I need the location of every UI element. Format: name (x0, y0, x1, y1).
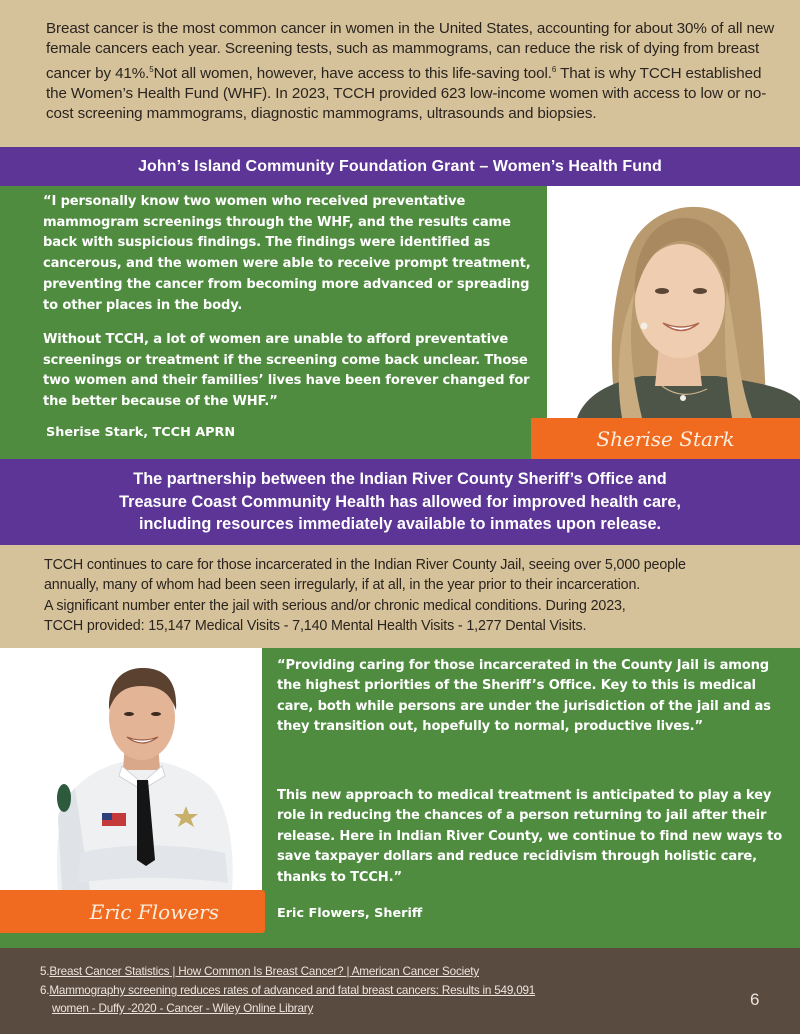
jail-care-paragraph (44, 555, 784, 636)
name-tag-label: Sherise Stark (596, 426, 735, 451)
name-tag-label: Eric Flowers (89, 899, 219, 924)
footnote-link[interactable]: Breast Cancer Statistics | How Common Is Breast Cancer? | American Cancer Society (49, 965, 479, 978)
testimonial-2-signature: Eric Flowers, Sheriff (277, 906, 423, 921)
page-number: 6 (750, 990, 760, 1009)
intro-section (0, 0, 800, 147)
testimonial-1-paragraph-1: “I personally know two women who received preventative mammogram screenings through the WHF, and the results came back with suspicious findings. The findings were identified as cancerous, and the women were able to receive prompt treatment, preventing the cancer from becoming more advanced or spreading to other places in the body. (43, 194, 531, 313)
testimonial-1-paragraph-2: Without TCCH, a lot of women are unable to afford preventative screenings or treatment if the screening come back unclear. Those two women and their families’ lives have been forever changed for the better because of the WHF.” (43, 332, 530, 410)
jail-care-line-2: annually, many of whom had been seen irregularly, if at all, in the year prior to their incarceration. (44, 577, 641, 594)
jail-care-section (0, 545, 800, 648)
partnership-heading-line-2: Treasure Coast Community Health has allowed for improved health care, (119, 492, 681, 511)
intro-text-2: Not all women, however, have access to this life-saving tool. (153, 64, 552, 82)
sherise-stark-photo (547, 186, 800, 418)
portrait-woman-icon (547, 186, 800, 418)
footnote-5 (40, 964, 479, 980)
testimonial-2-paragraph-1: “Providing caring for those incarcerated in the County Jail is among the highest priorities of the Sheriff’s Office. Key to this is medical care, both while persons are under the jurisdiction of the jail and as they transition out, hopefully to normal, productive lives.” (277, 658, 771, 735)
partnership-heading-line-3: including resources immediately available to inmates upon release. (138, 515, 662, 534)
footnote-link[interactable]: Mammography screening reduces rates of advanced and fatal breast cancers: Results in 549,091 (49, 984, 536, 997)
name-tag-eric-flowers (0, 890, 265, 933)
section-heading: John’s Island Community Foundation Grant – Women’s Health Fund (138, 157, 662, 175)
intro-paragraph (46, 19, 776, 124)
partnership-heading-band (0, 459, 800, 545)
eric-flowers-photo (0, 648, 262, 890)
intro-text-3: That is why TCCH established the Women’s Health Fund (WHF). In 2023, TCCH provided 623 low-income women with access to low or no-cost screening mammograms, diagnostic mammograms, ultrasounds and biopsies. (46, 64, 767, 123)
footnote-number: 6. (40, 984, 50, 997)
footnote-6 (40, 983, 535, 999)
jail-care-line-4: TCCH provided: 15,147 Medical Visits - 7,140 Mental Health Visits - 1,277 Dental Visits. (44, 617, 587, 634)
partnership-heading (0, 468, 800, 536)
jail-care-line-3: A significant number enter the jail with serious and/or chronic medical conditions. During 2023, (44, 597, 626, 614)
portrait-sheriff-icon (0, 648, 262, 890)
footnote-number: 5. (40, 965, 50, 978)
intro-text-1: Breast cancer is the most common cancer in women in the United States, accounting for about 30% of all new female cancers each year. Screening tests, such as mammograms, can reduce the risk of dying from breast cancer by 41%. (46, 20, 775, 82)
footer (0, 948, 800, 1034)
footnote-ref-5[interactable]: 5 (149, 64, 154, 74)
footnote-link-continued[interactable]: women - Duffy -2020 - Cancer - Wiley Online Library (52, 1002, 314, 1015)
name-tag-sherise-stark (531, 418, 800, 459)
jail-care-line-1: TCCH continues to care for those incarcerated in the Indian River County Jail, seeing over 5,000 people (44, 557, 686, 573)
testimonial-1-signature: Sherise Stark, TCCH APRN (46, 425, 236, 440)
testimonial-2-paragraph-2: This new approach to medical treatment is anticipated to play a key role in reducing the chances of a person returning to jail after their release. Here in Indian River County, we continue to find new ways to save taxpayer dollars and reduce recidivism through holistic care, thanks to TCCH.” (277, 788, 783, 885)
section-heading-band (0, 147, 800, 186)
partnership-heading-line-1: The partnership between the Indian River County Sheriff’s Office and (133, 470, 667, 488)
footnote-ref-6[interactable]: 6 (551, 64, 557, 74)
footnote-6-continued (52, 1001, 313, 1017)
